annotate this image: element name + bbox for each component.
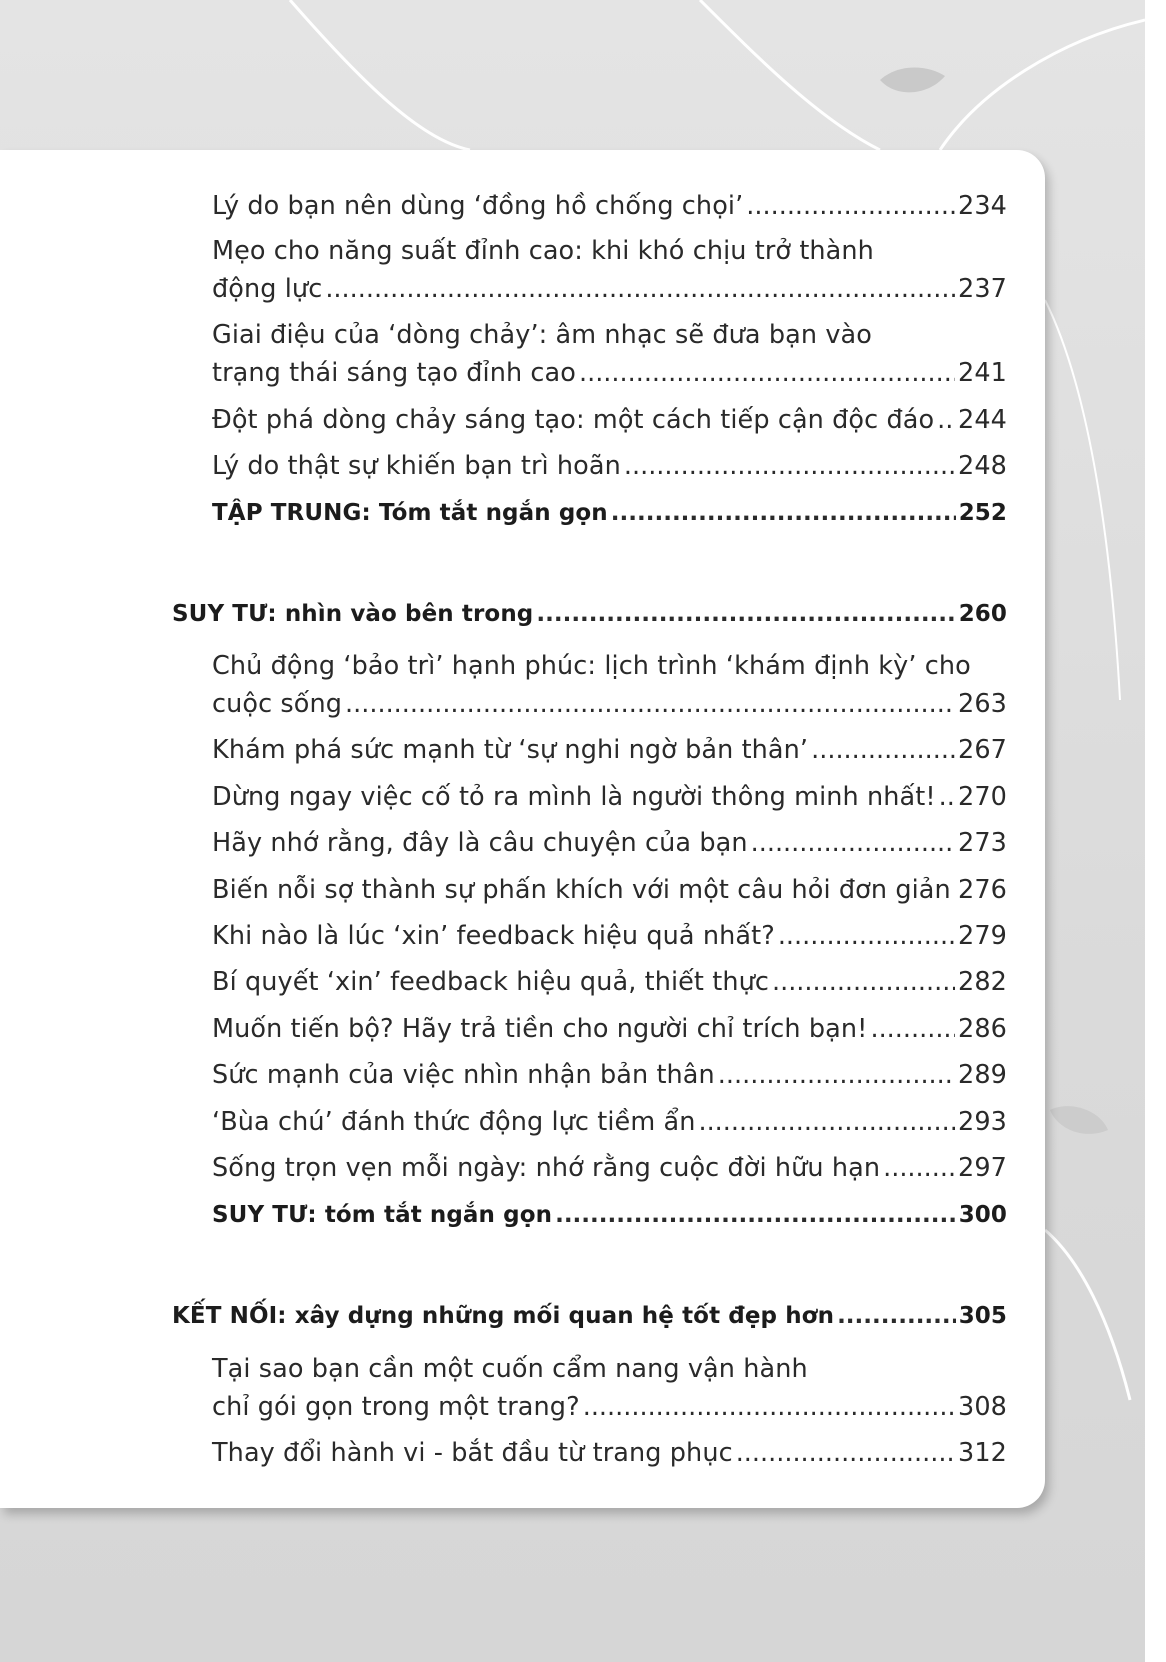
toc-entry-line <box>212 187 1007 225</box>
toc-entry-title: chỉ gói gọn trong một trang? <box>212 1392 580 1422</box>
toc-entry-title: KẾT NỐI: xây dựng những mối quan hệ tốt đẹp hơn <box>172 1303 835 1329</box>
toc-page-number: 234 <box>958 191 1007 221</box>
toc-entry-line <box>212 917 1007 955</box>
toc-leader-dots <box>954 871 955 909</box>
toc-entry-line <box>212 1388 1007 1426</box>
toc-entry-line <box>212 1056 1007 1094</box>
toc-entry-title: ‘Bùa chú’ đánh thức động lực tiềm ẩn <box>212 1107 696 1137</box>
toc-page-number: 279 <box>958 921 1007 951</box>
table-of-contents <box>0 150 1045 1508</box>
decor-curve <box>700 0 880 150</box>
toc-page-number: 289 <box>958 1060 1007 1090</box>
decor-curve <box>290 0 470 150</box>
toc-entry <box>212 1434 1007 1472</box>
decor-curve <box>1045 300 1120 700</box>
toc-entry-line <box>212 731 1007 769</box>
toc-section-summary <box>212 1196 1007 1234</box>
toc-entry <box>212 316 1007 392</box>
toc-leader-dots <box>937 401 955 439</box>
page-edge <box>1145 0 1166 1662</box>
toc-entry-line <box>212 685 1007 723</box>
toc-page-number: 241 <box>958 358 1007 388</box>
toc-entry-line <box>212 401 1007 439</box>
toc-entry <box>212 917 1007 955</box>
toc-entry-title: Lý do thật sự khiến bạn trì hoãn <box>212 451 621 481</box>
toc-entry <box>212 647 1007 723</box>
toc-page-number: 308 <box>958 1392 1007 1422</box>
toc-leader-dots <box>536 595 955 633</box>
toc-entry-title: SUY TƯ: nhìn vào bên trong <box>172 601 534 627</box>
toc-entry-line <box>212 447 1007 485</box>
toc-entry-line <box>212 778 1007 816</box>
toc-leader-dots <box>325 270 955 308</box>
toc-entry <box>212 1103 1007 1141</box>
toc-leader-dots <box>811 731 955 769</box>
toc-leader-dots <box>883 1149 955 1187</box>
toc-leader-dots <box>698 1103 955 1141</box>
toc-leader-dots <box>624 447 955 485</box>
toc-entry-line <box>172 1297 1007 1335</box>
toc-leader-dots <box>718 1056 955 1094</box>
toc-leader-dots <box>555 1196 956 1234</box>
toc-page-number: 286 <box>958 1014 1007 1044</box>
toc-entry <box>212 401 1007 439</box>
toc-entry <box>212 1149 1007 1187</box>
toc-card <box>0 150 1045 1508</box>
toc-entry-title: Biến nỗi sợ thành sự phấn khích với một câu hỏi đơn giản <box>212 875 951 905</box>
toc-entry-title: Mẹo cho năng suất đỉnh cao: khi khó chịu trở thành <box>212 236 874 266</box>
toc-leader-dots <box>583 1388 955 1426</box>
toc-entry-title: cuộc sống <box>212 689 343 719</box>
toc-entry-line <box>212 494 1007 532</box>
toc-entry <box>212 232 1007 308</box>
toc-entry-line <box>212 1010 1007 1048</box>
toc-entry-title: Đột phá dòng chảy sáng tạo: một cách tiếp cận độc đáo <box>212 405 935 435</box>
toc-page-number: 263 <box>958 689 1007 719</box>
toc-leader-dots <box>778 917 955 955</box>
toc-entry <box>212 1056 1007 1094</box>
toc-entry-title: Tại sao bạn cần một cuốn cẩm nang vận hành <box>212 1354 808 1384</box>
toc-page-number: 248 <box>958 451 1007 481</box>
toc-entry-line <box>212 1149 1007 1187</box>
toc-entry-title: Dừng ngay việc cố tỏ ra mình là người thông minh nhất! <box>212 782 936 812</box>
toc-page-number: 270 <box>958 782 1007 812</box>
toc-entry-title: Sống trọn vẹn mỗi ngày: nhớ rằng cuộc đời hữu hạn <box>212 1153 881 1183</box>
toc-entry <box>212 1010 1007 1048</box>
toc-entry <box>212 871 1007 909</box>
decor-curve <box>940 20 1145 150</box>
toc-entry-line <box>172 595 1007 633</box>
toc-page-number: 293 <box>958 1107 1007 1137</box>
toc-page-number: 267 <box>958 735 1007 765</box>
toc-page-number: 282 <box>958 967 1007 997</box>
toc-page-number: 300 <box>958 1202 1007 1228</box>
toc-page-number: 297 <box>958 1153 1007 1183</box>
decor-leaf <box>1050 1106 1108 1134</box>
toc-page-number: 252 <box>958 500 1007 526</box>
toc-entry-title: Lý do bạn nên dùng ‘đồng hồ chống chọi’ <box>212 191 744 221</box>
toc-entry <box>212 731 1007 769</box>
toc-leader-dots <box>736 1434 955 1472</box>
toc-page-number: 312 <box>958 1438 1007 1468</box>
toc-page-number: 244 <box>958 405 1007 435</box>
toc-entry-line <box>212 270 1007 308</box>
toc-entry-title: Sức mạnh của việc nhìn nhận bản thân <box>212 1060 715 1090</box>
toc-entry-line <box>212 1196 1007 1234</box>
toc-leader-dots <box>939 778 955 816</box>
toc-entry <box>212 1350 1007 1426</box>
toc-leader-dots <box>751 824 955 862</box>
toc-leader-dots <box>870 1010 955 1048</box>
toc-entry <box>212 778 1007 816</box>
toc-entry <box>212 963 1007 1001</box>
toc-entry-line <box>212 871 1007 909</box>
toc-entry-line <box>212 1434 1007 1472</box>
toc-leader-dots <box>579 354 955 392</box>
toc-chapter-heading <box>172 1297 1007 1335</box>
toc-entry-title: Khi nào là lúc ‘xin’ feedback hiệu quả nhất? <box>212 921 775 951</box>
toc-page-number: 305 <box>958 1303 1007 1329</box>
toc-leader-dots <box>345 685 955 723</box>
toc-entry-title: Bí quyết ‘xin’ feedback hiệu quả, thiết thực <box>212 967 769 997</box>
toc-entry-title: động lực <box>212 274 323 304</box>
decor-leaf <box>880 68 945 93</box>
toc-entry-line <box>212 354 1007 392</box>
toc-entry <box>212 824 1007 862</box>
toc-chapter-heading <box>172 595 1007 633</box>
toc-entry-title: Hãy nhớ rằng, đây là câu chuyện của bạn <box>212 828 748 858</box>
toc-leader-dots <box>746 187 955 225</box>
toc-entry-title: Chủ động ‘bảo trì’ hạnh phúc: lịch trình ‘khám định kỳ’ cho <box>212 651 971 681</box>
toc-entry-title: Giai điệu của ‘dòng chảy’: âm nhạc sẽ đưa bạn vào <box>212 320 872 350</box>
toc-page-number: 237 <box>958 274 1007 304</box>
toc-entry-title: Thay đổi hành vi - bắt đầu từ trang phục <box>212 1438 733 1468</box>
toc-entry <box>212 447 1007 485</box>
toc-entry <box>212 187 1007 225</box>
toc-section-summary <box>212 494 1007 532</box>
toc-entry-title: TẬP TRUNG: Tóm tắt ngắn gọn <box>212 500 608 526</box>
toc-entry-line <box>212 963 1007 1001</box>
toc-leader-dots <box>837 1297 956 1335</box>
decor-curve <box>1045 1230 1130 1400</box>
toc-leader-dots <box>772 963 955 1001</box>
toc-page-number: 273 <box>958 828 1007 858</box>
toc-leader-dots <box>611 494 956 532</box>
toc-page-number: 276 <box>958 875 1007 905</box>
toc-entry-line <box>212 1103 1007 1141</box>
toc-page-number: 260 <box>958 601 1007 627</box>
toc-entry-title: trạng thái sáng tạo đỉnh cao <box>212 358 576 388</box>
toc-entry-title: Khám phá sức mạnh từ ‘sự nghi ngờ bản thân’ <box>212 735 809 765</box>
toc-entry-title: SUY TƯ: tóm tắt ngắn gọn <box>212 1202 553 1228</box>
toc-entry-title: Muốn tiến bộ? Hãy trả tiền cho người chỉ trích bạn! <box>212 1014 868 1044</box>
toc-entry-line <box>212 824 1007 862</box>
